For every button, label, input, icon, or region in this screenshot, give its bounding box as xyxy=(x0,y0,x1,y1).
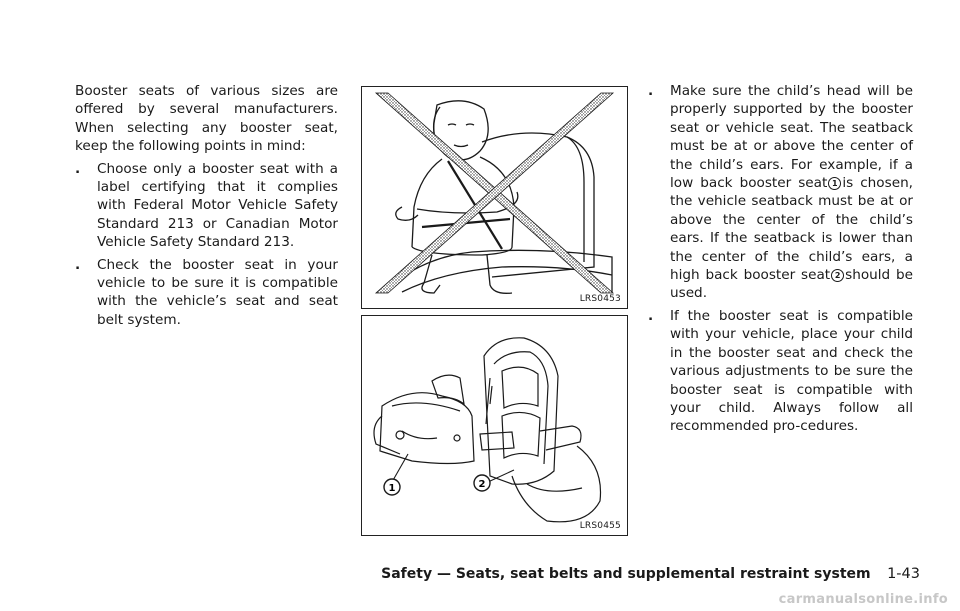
list-item xyxy=(75,256,338,330)
bullet-marker: . xyxy=(648,83,654,99)
booster-seats-illustration xyxy=(362,316,627,535)
callout-2-reference: 2 xyxy=(831,269,844,282)
list-item xyxy=(75,160,338,252)
page-number: 1-43 xyxy=(887,566,920,582)
list-item xyxy=(648,82,913,303)
bullet-marker: . xyxy=(75,256,81,273)
callout-2-label: 2 xyxy=(478,479,486,490)
child-in-seat-crossed-out-illustration xyxy=(362,87,627,308)
bullet-marker: . xyxy=(75,160,81,177)
bullet-text: Choose only a booster seat with a label certifying that it complies with Federal Motor Vehicle Safety Standard 213 or Canadian Motor Vehicle Safety Standard 213. xyxy=(97,160,338,251)
bullet-text: Check the booster seat in your vehicle to be sure it is compatible with the vehicle’s seat and seat belt system. xyxy=(97,256,338,328)
figure-incorrect-booster-use xyxy=(361,86,628,309)
watermark: carmanualsonline.info xyxy=(778,592,948,607)
figure-code: LRS0453 xyxy=(579,294,621,304)
bullet-text-part: is chosen, the vehicle seatback must be at or above the center of the child’s ears. If the seatback is lower than the center of the child’s ears, a high back booster seat xyxy=(670,175,913,284)
left-column xyxy=(75,82,338,329)
bullet-marker: . xyxy=(648,307,654,324)
figure-booster-seat-types xyxy=(361,315,628,536)
callout-1-reference: 1 xyxy=(828,177,841,190)
bullet-text-part: Make sure the child’s head will be properly supported by the booster seat or vehicle seat. The seatback must be at or above the center of the child’s ears. For example, if a low back booster seat xyxy=(670,83,913,192)
section-title: Safety — Seats, seat belts and supplemental restraint system xyxy=(381,566,871,582)
bullet-text: If the booster seat is compatible with your vehicle, place your child in the booster seat and check the various adjustments to be sure the booster seat is compatible with your child. Always follow all recommended pro-cedures. xyxy=(670,307,913,435)
page-footer xyxy=(381,566,920,582)
list-item xyxy=(648,307,913,436)
bullet-text-part: should be used. xyxy=(670,267,913,302)
right-column xyxy=(648,82,913,436)
intro-paragraph: Booster seats of various sizes are offered by several manufacturers. When selecting any booster seat, keep the following points in mind: xyxy=(75,83,338,155)
callout-1-label: 1 xyxy=(388,483,396,494)
figure-code: LRS0455 xyxy=(579,521,621,531)
